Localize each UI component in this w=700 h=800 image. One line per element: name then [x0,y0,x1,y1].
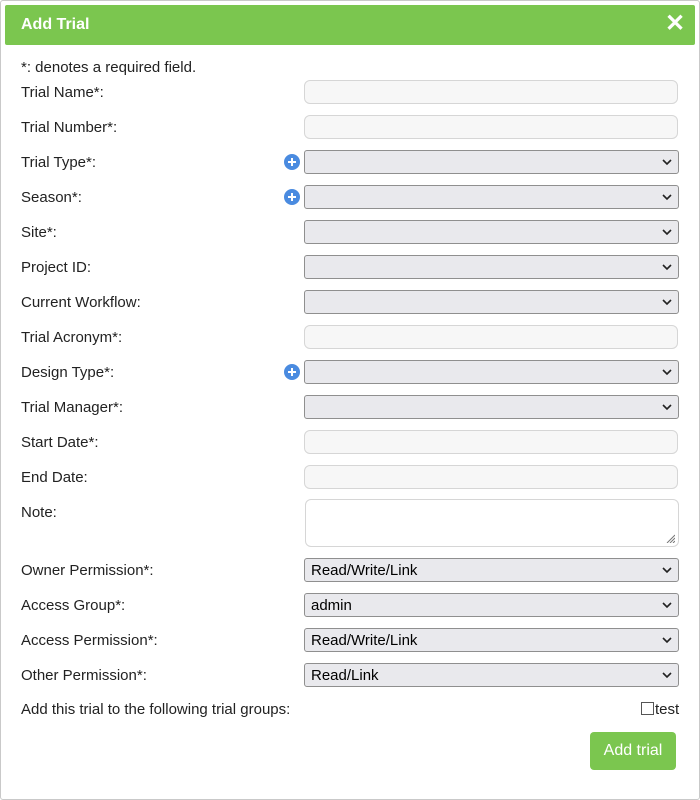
chevron-down-icon [662,192,672,202]
chevron-down-icon [662,600,672,610]
add-season-plus-icon[interactable] [284,189,300,205]
dialog-title: Add Trial [21,16,90,33]
trial-group-test-checkbox[interactable] [641,702,654,715]
end-date-label: End Date: [21,469,88,486]
chevron-down-icon [662,367,672,377]
access-permission-select[interactable] [304,628,679,652]
trial-groups-label: Add this trial to the following trial groups: [21,701,291,718]
end-date-row [1,464,700,490]
add-trial-button[interactable]: Add trial [590,732,676,770]
trial-manager-label: Trial Manager*: [21,399,123,416]
project-id-row [1,254,700,280]
access-permission-value: Read/Write/Link [311,632,418,649]
trial-number-row [1,114,700,140]
chevron-down-icon [662,262,672,272]
trial-group-test-label: test [655,701,680,718]
add-trial-type-plus-icon[interactable] [284,154,300,170]
trial-manager-select[interactable] [304,395,679,419]
trial-number-label: Trial Number*: [21,119,118,136]
trial-group-test-option[interactable] [641,701,679,718]
start-date-label: Start Date*: [21,434,99,451]
access-group-select[interactable] [304,593,679,617]
other-permission-row [1,662,700,688]
other-permission-select[interactable] [304,663,679,687]
note-label: Note: [21,504,57,521]
chevron-down-icon [662,565,672,575]
trial-acronym-input[interactable] [304,325,678,349]
season-label: Season*: [21,189,82,206]
chevron-down-icon [662,635,672,645]
access-permission-label: Access Permission*: [21,632,158,649]
site-row [1,219,700,245]
project-id-select[interactable] [304,255,679,279]
other-permission-label: Other Permission*: [21,667,147,684]
close-icon[interactable]: ✕ [664,10,686,37]
site-label: Site*: [21,224,57,241]
start-date-row [1,429,700,455]
chevron-down-icon [662,157,672,167]
chevron-down-icon [662,402,672,412]
owner-permission-select[interactable] [304,558,679,582]
design-type-select[interactable] [304,360,679,384]
current-workflow-select[interactable] [304,290,679,314]
chevron-down-icon [662,227,672,237]
owner-permission-row [1,557,700,583]
project-id-label: Project ID: [21,259,92,276]
trial-type-row [1,149,700,175]
access-group-row [1,592,700,618]
owner-permission-value: Read/Write/Link [311,562,418,579]
chevron-down-icon [662,297,672,307]
end-date-input[interactable] [304,465,678,489]
dialog-titlebar [5,5,695,45]
trial-type-select[interactable] [304,150,679,174]
start-date-input[interactable] [304,430,678,454]
trial-type-label: Trial Type*: [21,154,97,171]
access-group-label: Access Group*: [21,597,126,614]
trial-manager-row [1,394,700,420]
add-design-type-plus-icon[interactable] [284,364,300,380]
note-textarea[interactable] [305,499,679,547]
site-select[interactable] [304,220,679,244]
trial-acronym-label: Trial Acronym*: [21,329,123,346]
current-workflow-label: Current Workflow: [21,294,141,311]
required-field-note: *: denotes a required field. [21,59,197,76]
trial-name-row [1,79,700,105]
season-row [1,184,700,210]
owner-permission-label: Owner Permission*: [21,562,154,579]
trial-acronym-row [1,324,700,350]
other-permission-value: Read/Link [311,667,379,684]
note-row [1,499,700,549]
season-select[interactable] [304,185,679,209]
trial-number-input[interactable] [304,115,678,139]
chevron-down-icon [662,670,672,680]
resize-grip-icon[interactable] [665,533,675,543]
trial-name-input[interactable] [304,80,678,104]
current-workflow-row [1,289,700,315]
access-permission-row [1,627,700,653]
design-type-row [1,359,700,385]
design-type-label: Design Type*: [21,364,115,381]
trial-name-label: Trial Name*: [21,84,104,101]
access-group-value: admin [311,597,352,614]
